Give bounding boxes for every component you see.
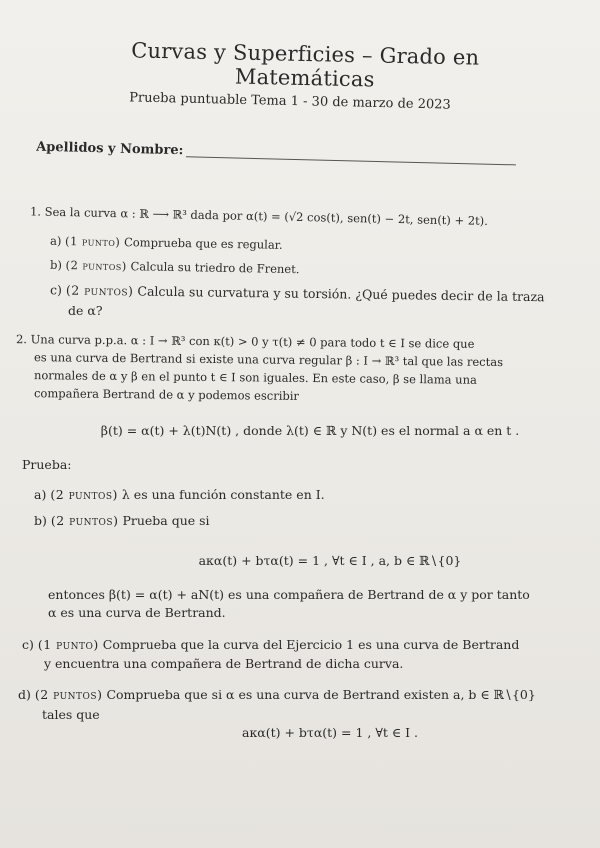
item-text: λ es una función constante en I. (121, 487, 325, 502)
item-letter: d) (18, 687, 31, 702)
item-points: (2 puntos) (50, 513, 119, 528)
item-text: Calcula su curvatura y su torsión. ¿Qué puedes decir de la traza (137, 283, 545, 305)
formula-bertrand-companion: β(t) = α(t) + λ(t)N(t) , donde λ(t) ∈ ℝ y N(t) es el normal a α en t . (100, 423, 520, 438)
exercise-2b-then-1: entonces β(t) = α(t) + aN(t) es una compañera de Bertrand de α y por tanto (48, 587, 530, 602)
item-points: (2 puntos) (65, 282, 134, 299)
item-points: (1 punto) (37, 637, 99, 652)
exercise-2c-cont: y encuentra una compañera de Bertrand de dicha curva. (44, 656, 404, 671)
item-letter: a) (34, 487, 47, 502)
exercise-2d (18, 686, 593, 704)
item-letter: a) (49, 233, 62, 249)
formula-condition: aκα(t) + bτα(t) = 1 , ∀t ∈ I , a, b ∈ ℝ∖{0} (198, 553, 462, 568)
exercise-2b (34, 512, 554, 530)
item-letter: c) (49, 282, 63, 298)
item-points: (2 puntos) (34, 687, 103, 702)
prueba-label: Prueba: (22, 457, 72, 472)
exercise-1b (50, 256, 530, 282)
item-letter: b) (34, 513, 47, 528)
exercise-2a (34, 486, 554, 504)
page-subtitle: Prueba puntuable Tema 1 - 30 de marzo de 2023 (129, 90, 451, 113)
item-text: Comprueba que la curva del Ejercicio 1 es una curva de Bertrand (102, 637, 520, 652)
exercise-1a (50, 232, 530, 258)
item-text: Prueba que si (122, 513, 210, 528)
exercise-2d-cont: tales que (42, 707, 100, 722)
item-points: (2 puntos) (65, 258, 127, 274)
name-field-row (36, 136, 557, 179)
exercise-2-line-1: 2. Una curva p.p.a. α : I → ℝ³ con κ(t) > 0 y τ(t) ≠ 0 para todo t ∈ I se dice que (15, 332, 475, 351)
item-text: Comprueba que es regular. (123, 235, 283, 252)
item-text: Calcula su triedro de Frenet. (130, 259, 300, 277)
exercise-1c-cont: de α? (68, 303, 103, 318)
item-points: (2 puntos) (50, 487, 118, 502)
exercise-1-statement: 1. Sea la curva α : ℝ ⟶ ℝ³ dada por α(t) = (√2 cos(t), sen(t) − 2t, sen(t) + 2t). (29, 204, 489, 228)
exercise-2-line-2: es una curva de Bertrand si existe una curva regular β : I → ℝ³ tal que las rectas (33, 350, 504, 370)
formula-condition-final: aκα(t) + bτα(t) = 1 , ∀t ∈ I . (242, 725, 418, 740)
exercise-2c (22, 636, 592, 654)
name-label: Apellidos y Nombre: (35, 139, 184, 159)
page-title: Curvas y Superficies – Grado en Matemáticas (130, 38, 480, 92)
exercise-2-line-4: compañera Bertrand de α y podemos escribir (33, 386, 300, 403)
exercise-2b-then-2: α es una curva de Bertrand. (48, 605, 226, 620)
item-letter: b) (49, 257, 63, 273)
name-blank-line (186, 156, 516, 165)
item-points: (1 punto) (64, 234, 121, 250)
item-letter: c) (22, 637, 34, 652)
exercise-2-line-3: normales de α y β en el punto t ∈ I son iguales. En este caso, β se llama una (33, 368, 477, 387)
item-text: Comprueba que si α es una curva de Bertrand existen a, b ∈ ℝ∖{0} (106, 687, 536, 702)
